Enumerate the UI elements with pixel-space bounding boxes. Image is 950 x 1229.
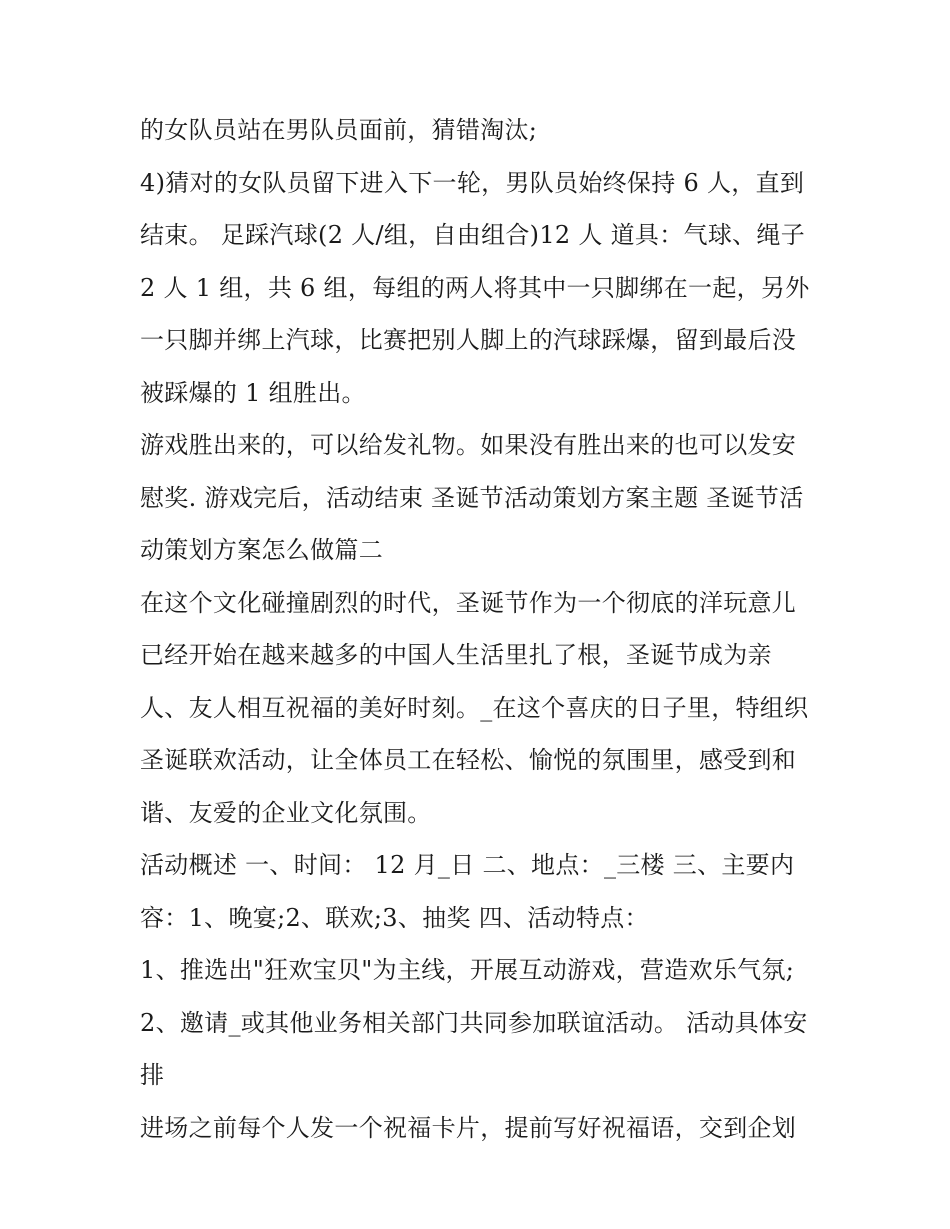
paragraph: 在这个文化碰撞剧烈的时代，圣诞节作为一个彻底的洋玩意儿已经开始在越来越多的中国人生活里扎了根，圣诞节成为亲人、友人相互祝福的美好时刻。_在这个喜庆的日子里，特组织圣诞联欢活动，让全体员工在轻松、愉悦的氛围里，感受到和谐、友爱的企业文化氛围。 [140, 588, 809, 827]
document-body [140, 104, 812, 1154]
paragraph: 4)猜对的女队员留下进入下一轮，男队员始终保持 6 人，直到结束。 足踩汽球(2 人/组，自由组合)12 人 道具：气球、绳子 2 人 1 组，共 6 组，每组的两人将其中一只脚绑在一起，另外一只脚并绑上汽球，比赛把别人脚上的汽球踩爆，留到最后没被踩爆的 1 组胜出。 [140, 168, 813, 407]
paragraph: 2、邀请_或其他业务相关部门共同参加联谊活动。 活动具体安排 [140, 1008, 808, 1089]
paragraph: 1、推选出"狂欢宝贝"为主线，开展互动游戏，营造欢乐气氛; [140, 956, 795, 984]
paragraph: 的女队员站在男队员面前，猜错淘汰; [140, 116, 538, 144]
paragraph: 游戏胜出来的，可以给发礼物。如果没有胜出来的也可以发安慰奖. 游戏完后，活动结束 圣诞节活动策划方案主题 圣诞节活动策划方案怎么做篇二 [140, 431, 804, 564]
paragraph: 进场之前每个人发一个祝福卡片，提前写好祝福语，交到企划 [140, 1113, 797, 1142]
paragraph: 活动概述 一、时间： 12 月_日 二、地点：_三楼 三、主要内容：1、晚宴;2、联欢;3、抽奖 四、活动特点： [140, 851, 795, 932]
